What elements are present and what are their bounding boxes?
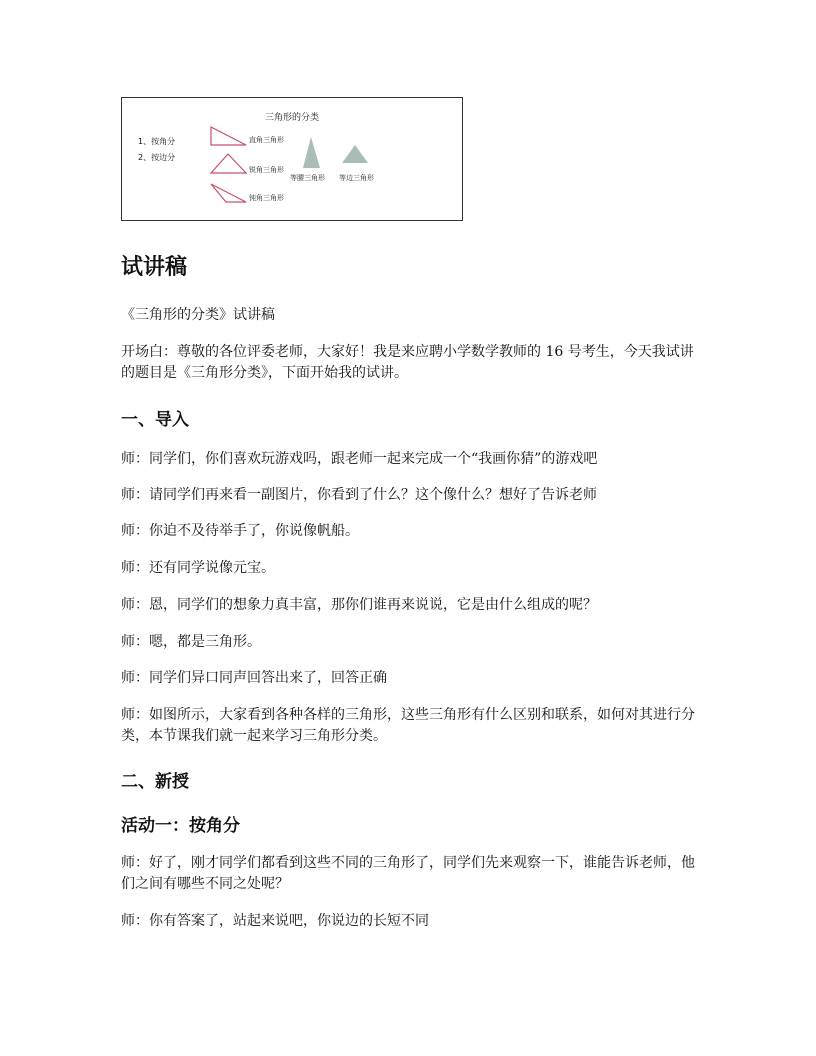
paragraph: 师：恩，同学们的想象力真丰富，那你们谁再来说说，它是由什么组成的呢？ xyxy=(121,597,597,613)
opening-paragraph: 开场白：尊敬的各位评委老师，大家好！我是来应聘小学数学教师的 16 号考生，今天我试讲的题目是《三角形分类》，下面开始我的试讲。 xyxy=(121,344,694,381)
triangle-drawings xyxy=(122,98,462,220)
isosceles-triangle-shape xyxy=(303,137,320,168)
equilateral-triangle-shape xyxy=(342,145,368,163)
label-obtuse-triangle: 钝角三角形 xyxy=(249,194,284,202)
paragraph: 师：请同学们再来看一副图片，你看到了什么？这个像什么？想好了告诉老师 xyxy=(121,487,597,503)
activity-1-heading: 活动一：按角分 xyxy=(121,816,240,836)
triangle-classification-figure xyxy=(121,97,463,221)
right-triangle-shape xyxy=(211,127,246,145)
obtuse-triangle-shape xyxy=(211,184,246,202)
figure-title: 三角形的分类 xyxy=(264,113,319,123)
paragraph: 师：还有同学说像元宝。 xyxy=(121,560,275,576)
paragraph: 师：同学们，你们喜欢玩游戏吗，跟老师一起来完成一个“我画你猜”的游戏吧 xyxy=(121,451,598,467)
paragraph: 师：你有答案了，站起来说吧，你说边的长短不同 xyxy=(121,913,429,929)
section-2-heading: 二、新授 xyxy=(121,772,189,792)
label-equilateral-triangle: 等边三角形 xyxy=(339,174,374,182)
paragraph: 师：好了，刚才同学们都看到这些不同的三角形了，同学们先来观察一下，谁能告诉老师，他们之间有哪些不同之处呢？ xyxy=(121,855,695,892)
paragraph: 师：嗯，都是三角形。 xyxy=(121,634,261,650)
label-acute-triangle: 锐角三角形 xyxy=(249,166,284,174)
figure-item-by-side: 2、按边分 xyxy=(138,153,176,162)
section-1-heading: 一、导入 xyxy=(121,410,189,430)
paragraph: 师：你迫不及待举手了，你说像帆船。 xyxy=(121,523,359,539)
label-isosceles-triangle: 等腰三角形 xyxy=(290,174,325,182)
document-title: 试讲稿 xyxy=(121,255,188,280)
label-right-triangle: 直角三角形 xyxy=(249,136,284,144)
subtitle: 《三角形的分类》试讲稿 xyxy=(121,307,275,323)
paragraph: 师：如图所示，大家看到各种各样的三角形，这些三角形有什么区别和联系，如何对其进行分类，本节课我们就一起来学习三角形分类。 xyxy=(121,707,695,744)
paragraph: 师：同学们异口同声回答出来了，回答正确 xyxy=(121,670,387,686)
figure-item-by-angle: 1、按角分 xyxy=(138,137,176,146)
acute-triangle-shape xyxy=(211,154,246,173)
